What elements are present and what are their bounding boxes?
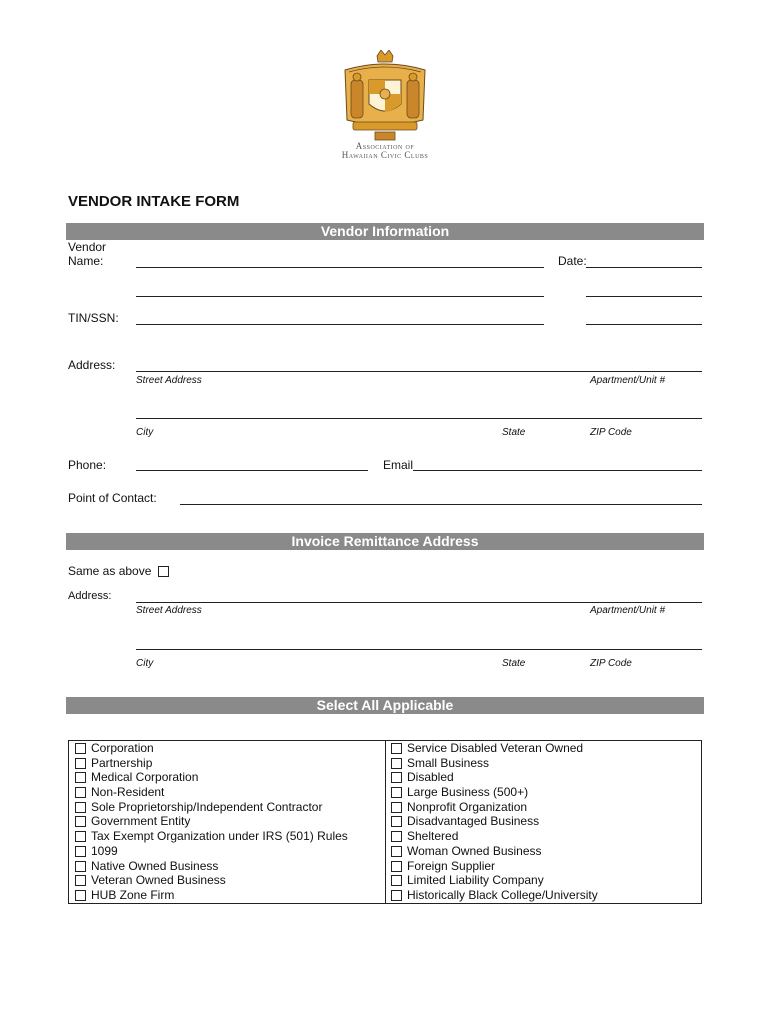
- date-field-2[interactable]: [586, 296, 702, 297]
- checklist-item[interactable]: [69, 814, 385, 829]
- checkbox[interactable]: [75, 802, 86, 813]
- checklist-item[interactable]: [69, 873, 385, 888]
- checklist-item-label: 1099: [91, 843, 118, 858]
- checklist-item-label: Woman Owned Business: [407, 843, 542, 858]
- checklist-item-label: Medical Corporation: [91, 770, 199, 785]
- checklist-item[interactable]: [385, 888, 701, 903]
- checkbox[interactable]: [75, 861, 86, 872]
- checklist-item-label: Limited Liability Company: [407, 873, 544, 888]
- tin-ssn-extra-field[interactable]: [586, 324, 702, 325]
- checklist-item[interactable]: [69, 756, 385, 771]
- checkbox[interactable]: [391, 772, 402, 783]
- city-state-zip-field[interactable]: [136, 418, 702, 419]
- checklist-item-label: Partnership: [91, 755, 153, 770]
- checkbox[interactable]: [391, 831, 402, 842]
- checklist-item[interactable]: [385, 859, 701, 874]
- checklist-item-label: Nonprofit Organization: [407, 799, 528, 814]
- checklist-item[interactable]: [385, 785, 701, 800]
- city-caption: City: [136, 427, 154, 438]
- checkbox[interactable]: [75, 846, 86, 857]
- checkbox[interactable]: [75, 875, 86, 886]
- date-label: Date:: [558, 254, 587, 268]
- checklist-item[interactable]: [69, 859, 385, 874]
- checkbox[interactable]: [75, 831, 86, 842]
- organization-logo: [335, 50, 435, 142]
- remittance-street-address-field[interactable]: [136, 602, 702, 603]
- checklist-item-label: Small Business: [407, 755, 490, 770]
- state-caption: State: [502, 427, 526, 438]
- checkbox[interactable]: [75, 890, 86, 901]
- checklist-item-label: Corporation: [91, 741, 154, 755]
- remittance-zip-code-caption: ZIP Code: [590, 658, 632, 669]
- vendor-name-field-2[interactable]: [136, 296, 544, 297]
- checklist-item[interactable]: [69, 741, 385, 756]
- checkbox[interactable]: [75, 743, 86, 754]
- email-field[interactable]: [413, 470, 702, 471]
- zip-code-caption: ZIP Code: [590, 427, 632, 438]
- tin-ssn-label: TIN/SSN:: [68, 311, 119, 325]
- section-header-invoice-remittance: Invoice Remittance Address: [66, 533, 704, 550]
- checklist-item[interactable]: [385, 741, 701, 756]
- checkbox[interactable]: [75, 816, 86, 827]
- checklist-item[interactable]: [69, 785, 385, 800]
- remittance-apartment-unit-caption: Apartment/Unit #: [590, 605, 666, 616]
- checklist-item-label: Disabled: [407, 770, 454, 785]
- business-type-checklist: [68, 740, 702, 904]
- email-label: Email: [383, 458, 414, 472]
- checkbox[interactable]: [75, 772, 86, 783]
- checkbox[interactable]: [391, 758, 402, 769]
- checklist-item-label: Tax Exempt Organization under IRS (501) Rules: [91, 829, 348, 844]
- checklist-item-label: Large Business (500+): [407, 785, 529, 800]
- checklist-item-label: Historically Black College/University: [407, 887, 598, 902]
- vendor-name-label-line2: Name:: [68, 254, 104, 268]
- checklist-left-column: [69, 741, 386, 903]
- checkbox[interactable]: [391, 743, 402, 754]
- checklist-item[interactable]: [385, 844, 701, 859]
- street-address-field[interactable]: [136, 371, 702, 372]
- remittance-city-state-zip-field[interactable]: [136, 649, 702, 650]
- checklist-item[interactable]: [385, 814, 701, 829]
- remittance-city-caption: City: [136, 658, 154, 669]
- date-field[interactable]: [586, 267, 702, 268]
- checkbox[interactable]: [391, 802, 402, 813]
- checklist-item[interactable]: [385, 800, 701, 815]
- section-header-vendor-information: Vendor Information: [66, 223, 704, 240]
- remittance-street-address-caption: Street Address: [136, 605, 202, 616]
- checkbox[interactable]: [391, 846, 402, 857]
- checkbox[interactable]: [391, 861, 402, 872]
- checkbox[interactable]: [391, 816, 402, 827]
- phone-field[interactable]: [136, 470, 368, 471]
- checklist-item[interactable]: [385, 756, 701, 771]
- logo-line-1: Association of: [355, 141, 415, 151]
- vendor-name-label-line1: Vendor: [68, 240, 107, 254]
- point-of-contact-field[interactable]: [180, 504, 702, 505]
- checklist-item[interactable]: [69, 888, 385, 903]
- tin-ssn-field[interactable]: [136, 324, 544, 325]
- checkbox[interactable]: [391, 890, 402, 901]
- apartment-unit-caption: Apartment/Unit #: [590, 375, 666, 386]
- checklist-item-label: Native Owned Business: [91, 858, 219, 873]
- point-of-contact-label: Point of Contact:: [68, 491, 157, 505]
- same-as-above-option[interactable]: [68, 564, 169, 578]
- coat-of-arms-icon: [335, 50, 435, 142]
- checklist-item-label: Sole Proprietorship/Independent Contractor: [91, 799, 323, 814]
- remittance-state-caption: State: [502, 658, 526, 669]
- checklist-right-column: [385, 741, 701, 903]
- checklist-item-label: Disadvantaged Business: [407, 814, 540, 829]
- checklist-item-label: Veteran Owned Business: [91, 873, 226, 888]
- form-title: VENDOR INTAKE FORM: [68, 193, 240, 210]
- checklist-item[interactable]: [69, 844, 385, 859]
- checklist-item[interactable]: [385, 873, 701, 888]
- checklist-item[interactable]: [385, 770, 701, 785]
- checklist-item-label: Service Disabled Veteran Owned: [407, 741, 584, 755]
- same-as-above-checkbox[interactable]: [158, 566, 169, 577]
- same-as-above-label: Same as above: [68, 564, 152, 578]
- checklist-item[interactable]: [69, 770, 385, 785]
- checklist-item-label: Sheltered: [407, 829, 459, 844]
- phone-label: Phone:: [68, 458, 107, 472]
- checklist-item[interactable]: [385, 829, 701, 844]
- checklist-item-label: Non-Resident: [91, 785, 165, 800]
- checkbox[interactable]: [391, 787, 402, 798]
- logo-line-2: Hawaiian Civic Clubs: [341, 150, 429, 160]
- section-header-select-all-applicable: Select All Applicable: [66, 697, 704, 714]
- checklist-item-label: Foreign Supplier: [407, 858, 496, 873]
- checkbox[interactable]: [391, 875, 402, 886]
- street-address-caption: Street Address: [136, 375, 202, 386]
- address-label: Address:: [68, 358, 116, 372]
- vendor-name-field[interactable]: [136, 267, 544, 268]
- checklist-item[interactable]: [69, 800, 385, 815]
- checklist-item-label: Government Entity: [91, 814, 191, 829]
- remittance-address-label: Address:: [68, 590, 112, 602]
- checklist-item[interactable]: [69, 829, 385, 844]
- checkbox[interactable]: [75, 758, 86, 769]
- checklist-item-label: HUB Zone Firm: [91, 887, 175, 902]
- checkbox[interactable]: [75, 787, 86, 798]
